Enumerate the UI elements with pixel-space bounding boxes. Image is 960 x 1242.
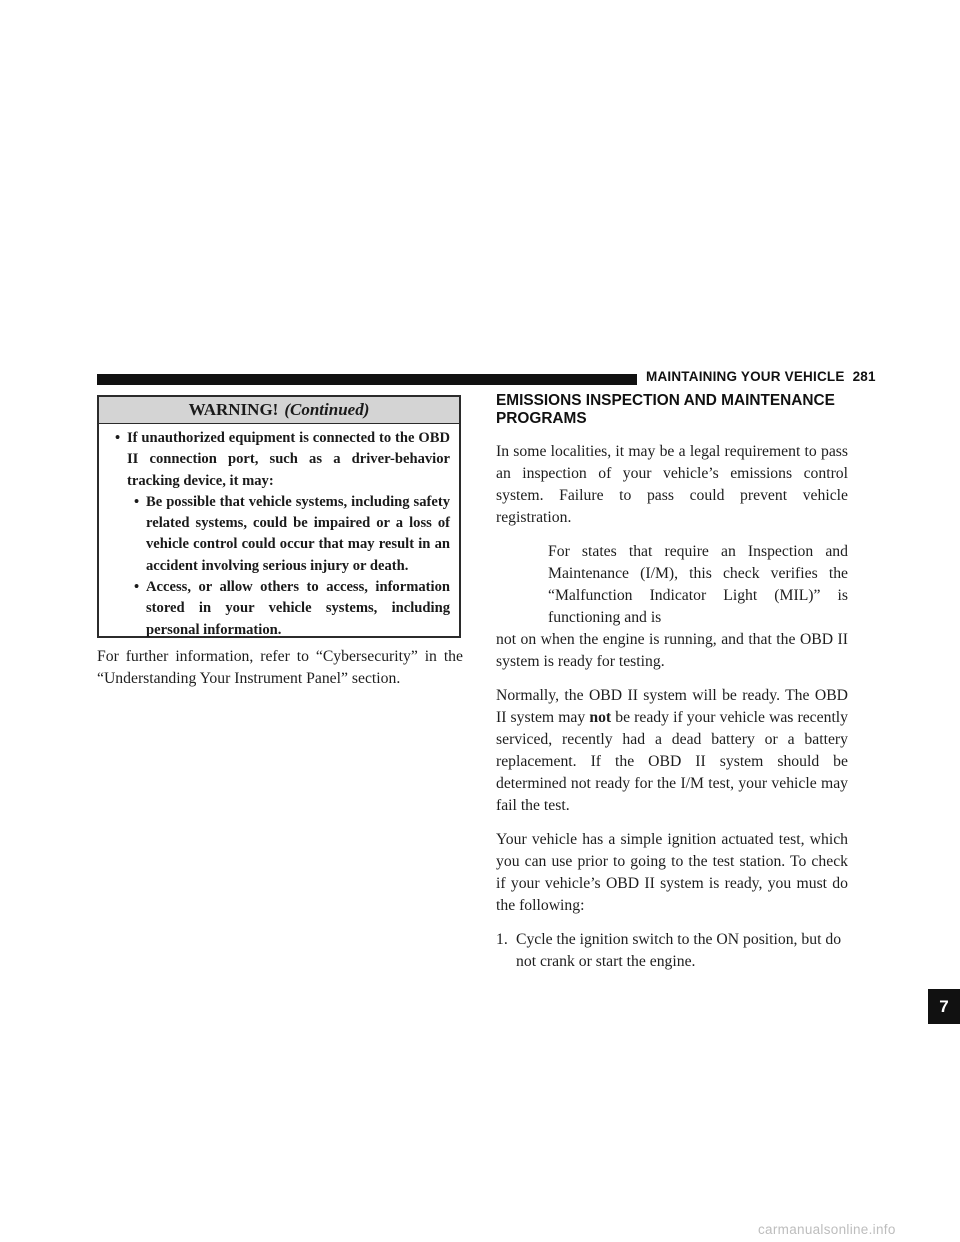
header-rule (97, 374, 637, 385)
indented-text: For states that require an Inspection and Maintenance (I/M), this check verifies the “Malfunction Indicator Light (MIL)” is functioning and is (548, 543, 848, 626)
paragraph-continuation: not on when the engine is running, and that the OBD II system is ready for testing. (496, 631, 848, 670)
header-title: MAINTAINING YOUR VEHICLE (646, 369, 845, 384)
emphasis-text: not (589, 709, 612, 726)
warning-sub-bullet (127, 577, 450, 641)
warning-body (99, 424, 459, 641)
paragraph-text: be ready if your vehicle was recently serviced, recently had a dead battery or a battery replacement. If the OBD II system should be determined not ready for the I/M test, your vehicle may fail the test. (496, 709, 849, 814)
bullet-dot: • (115, 430, 121, 446)
warning-bullet-text: If unauthorized equipment is connected to the OBD II connection port, such as a driver-behavior tracking device, it may: (127, 430, 450, 489)
warning-box (97, 395, 461, 638)
bullet-dot: • (134, 493, 140, 510)
step-text: Cycle the ignition switch to the ON position, but do not crank or start the engine. (516, 931, 842, 970)
paragraph (496, 685, 848, 817)
section-heading: EMISSIONS INSPECTION AND MAINTENANCE PROGRAMS (496, 392, 835, 427)
right-column (496, 392, 848, 973)
warning-subtitle: (Continued) (284, 400, 370, 419)
step-number: 1. (496, 931, 508, 948)
paragraph: Your vehicle has a simple ignition actuated test, which you can use prior to going to the test station. To check if your vehicle’s OBD II system is ready, you must do the following: (496, 831, 848, 914)
paragraph-with-indent (496, 541, 848, 673)
page-number: 281 (852, 369, 876, 384)
further-info-paragraph: For further information, refer to “Cybersecurity” in the “Understanding Your Instrument Panel” section. (97, 648, 463, 687)
warning-sub-bullet-text: Be possible that vehicle systems, including safety related systems, could be impaired or a loss of vehicle control could occur that may result in an accident involving serious injury or death. (146, 493, 450, 574)
warning-header (99, 397, 459, 424)
warning-title: WARNING! (188, 400, 279, 419)
list-item (496, 929, 848, 973)
paragraph-text: Normally, the OBD II system will be ready. The OBD II system may (496, 687, 848, 726)
running-header (646, 369, 876, 384)
warning-sub-bullet-text: Access, or allow others to access, information stored in your vehicle systems, including personal information. (146, 579, 450, 638)
warning-sub-bullet (127, 492, 450, 577)
paragraph: In some localities, it may be a legal requirement to pass an inspection of your vehicle’s emissions control system. Failure to pass could prevent vehicle registration. (496, 443, 848, 526)
bullet-dot: • (134, 579, 140, 596)
warning-bullet (108, 428, 450, 492)
watermark: carmanualsonline.info (758, 1222, 896, 1237)
chapter-tab: 7 (928, 989, 960, 1024)
